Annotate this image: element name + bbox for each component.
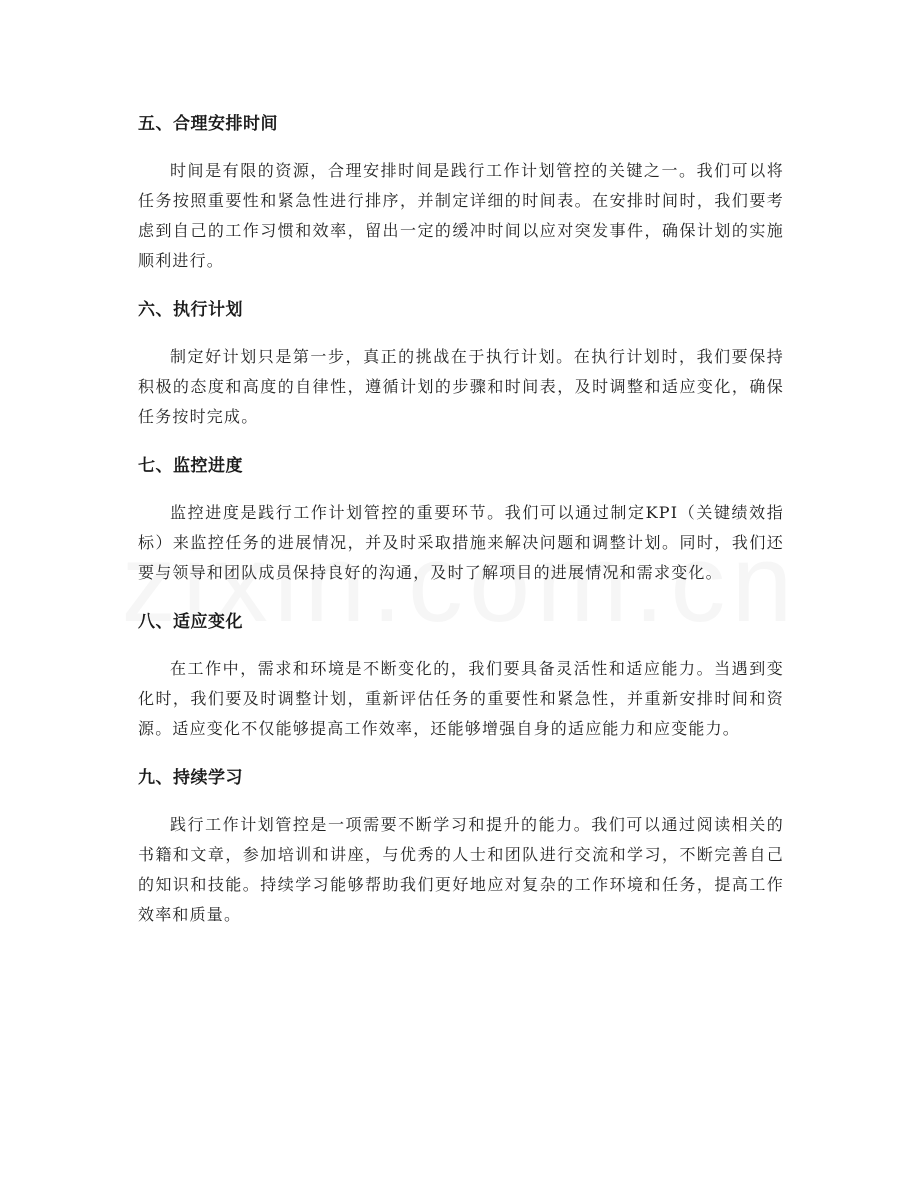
section-execute-plan [138, 290, 784, 432]
section-paragraph: 在工作中，需求和环境是不断变化的，我们要具备灵活性和适应能力。当遇到变化时，我们要及时调整计划，重新评估任务的重要性和紧急性，并重新安排时间和资源。适应变化不仅能够提高工作效率，还能够增强自身的适应能力和应变能力。 [138, 659, 784, 738]
section-paragraph: 制定好计划只是第一步，真正的挑战在于执行计划。在执行计划时，我们要保持积极的态度和高度的自律性，遵循计划的步骤和时间表，及时调整和适应变化，确保任务按时完成。 [138, 347, 784, 426]
section-heading: 五、合理安排时间 [138, 114, 278, 134]
section-heading: 六、执行计划 [138, 300, 243, 320]
section-paragraph: 践行工作计划管控是一项需要不断学习和提升的能力。我们可以通过阅读相关的书籍和文章，参加培训和讲座，与优秀的人士和团队进行交流和学习，不断完善自己的知识和技能。持续学习能够帮助我们更好地应对复杂的工作环境和任务，提高工作效率和质量。 [138, 815, 784, 924]
section-paragraph: 监控进度是践行工作计划管控的重要环节。我们可以通过制定KPI（关键绩效指标）来监控任务的进展情况，并及时采取措施来解决问题和调整计划。同时，我们还要与领导和团队成员保持良好的沟通，及时了解项目的进展情况和需求变化。 [138, 503, 784, 582]
section-continuous-learning [138, 758, 784, 930]
document-content [138, 104, 784, 944]
section-adapt-change [138, 602, 784, 744]
section-time-arrangement [138, 104, 784, 276]
section-heading: 八、适应变化 [138, 612, 243, 632]
section-paragraph: 时间是有限的资源，合理安排时间是践行工作计划管控的关键之一。我们可以将任务按照重要性和紧急性进行排序，并制定详细的时间表。在安排时间时，我们要考虑到自己的工作习惯和效率，留出一定的缓冲时间以应对突发事件，确保计划的实施顺利进行。 [138, 161, 784, 270]
section-heading: 七、监控进度 [138, 456, 243, 476]
section-heading: 九、持续学习 [138, 768, 243, 788]
section-monitor-progress [138, 446, 784, 588]
